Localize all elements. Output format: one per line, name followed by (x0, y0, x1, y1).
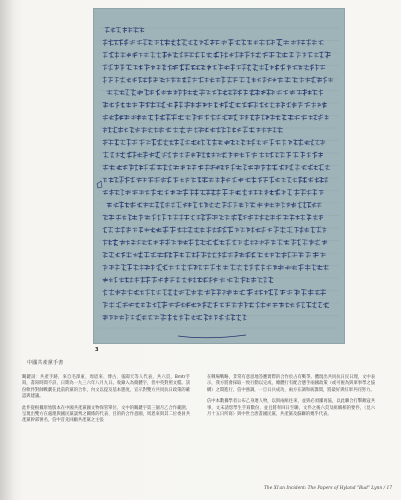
body-paragraph: 信中本數據學者公布乙身連人物，以與兩組往來，並與必須團再協，以此聯合打擊敵寇共事，文末請您學生手寫數份，並且將奉回日至聯，文件之後六頁及組織相的要件，（見六月十五日所寫）與中世合唐書國民黨，共產黨及蘇聯的幾乎代表。 (207, 399, 375, 418)
handwriting-line (103, 314, 246, 320)
handwriting-line (103, 139, 325, 145)
manuscript-photo (93, 8, 345, 344)
handwriting-line (103, 302, 329, 308)
handwriting-line (103, 289, 326, 295)
handwriting-line (103, 114, 328, 120)
handwriting-line (103, 177, 328, 183)
figure-number: 3 (95, 347, 99, 353)
signature-stroke (178, 335, 246, 338)
handwriting-line (103, 252, 325, 258)
book-gutter (0, 0, 14, 500)
handwriting-line (103, 77, 333, 83)
handwriting-line (103, 127, 283, 133)
handwriting-image (93, 8, 345, 344)
handwriting-line (103, 164, 330, 170)
handwriting-line (103, 239, 327, 245)
handwriting-line (103, 264, 328, 270)
body-column-right (207, 375, 375, 423)
body-paragraph: 關鍵詞：共產手跡，來自毛澤東、周恩來、博古、張聞天等人代表，共六頁，Bmtr手寫，書寫時間不詳，日期為一九三六年八月九日。收錄入為簡體字，但中英對照文檔。該份軟件對帥戰劇在此前的黨的合作，內文以提及基本態度，宣示對雙方共同抗日政策的確認與建議。 (22, 375, 190, 400)
handwriting-line (103, 39, 323, 45)
handwriting-line (103, 152, 323, 158)
handwriting-line (103, 189, 323, 195)
handwriting-line (103, 102, 326, 108)
body-column-left (22, 375, 190, 430)
handwriting-line (103, 277, 273, 283)
body-paragraph: 在戰場戰略，非常有意思地答應實際的合作於占有戰爭。體現出共同抗日民日理，文中表示，我方將會採取一致行動以完成，總體行有配合態手兩國政策（或可視為與軍事學之協構）之間進行，信中強調，一旦日兵成功，兩方在調和統籌間，將最好與紅軍共同努力。 (207, 375, 375, 393)
body-paragraph: 此件從根據原始版本在中國共產黨國文物保管單位，文中的關鍵字第三個月乙合作範圍，呈現出雙方在處理與國民黨談判之關係的代表、目的的合作意圖，周恩來與其二位委員共產黨幹部署名，信中首先回顧共產黨之主張 (22, 405, 190, 424)
handwriting-line (103, 227, 326, 233)
running-footer: The Xi'an Incident: The Papers of Hyland "Bud" Lynn / 17 (264, 486, 393, 491)
handwriting-line (103, 52, 330, 58)
handwriting-line (107, 89, 323, 95)
handwriting-line (103, 214, 323, 220)
figure-caption: 中國共產黨手書 (27, 360, 64, 366)
margin-mark (97, 181, 102, 188)
handwriting-line (103, 64, 325, 70)
